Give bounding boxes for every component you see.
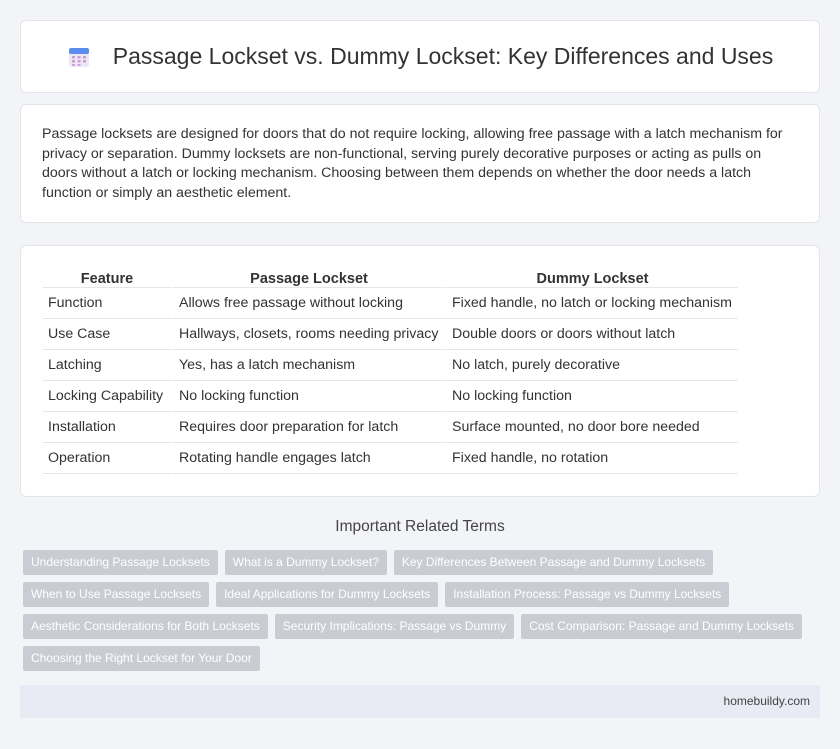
related-term-tag[interactable]: Cost Comparison: Passage and Dummy Locksets: [521, 614, 802, 639]
related-term-tag[interactable]: Installation Process: Passage vs Dummy Locksets: [445, 582, 729, 607]
related-term-tag[interactable]: Ideal Applications for Dummy Locksets: [216, 582, 438, 607]
table-cell: Function: [43, 288, 171, 319]
table-cell: Fixed handle, no latch or locking mechanism: [444, 288, 738, 319]
table-cell: Operation: [43, 443, 171, 474]
table-cell: No locking function: [171, 381, 444, 412]
table-cell: Latching: [43, 350, 171, 381]
table-row: [43, 443, 738, 474]
table-cell: Locking Capability: [43, 381, 171, 412]
table-row: [43, 288, 738, 319]
related-term-tag[interactable]: Security Implications: Passage vs Dummy: [275, 614, 514, 639]
related-term-tag[interactable]: Aesthetic Considerations for Both Locksets: [23, 614, 268, 639]
table-row: [43, 350, 738, 381]
comparison-card: [20, 245, 820, 497]
intro-text: Passage locksets are designed for doors that do not require locking, allowing free passage with a latch mechanism for privacy or separation. Dummy locksets are non-functional, serving purely decorative purposes or acting as pulls on doors without a latch or locking mechanism. Choosing between them depends on whether the door needs a latch function or simply an aesthetic element.: [42, 126, 783, 201]
table-cell: Rotating handle engages latch: [171, 443, 444, 474]
intro-card: [20, 104, 820, 223]
table-cell: No locking function: [444, 381, 738, 412]
table-row: [43, 381, 738, 412]
table-cell: Use Case: [43, 319, 171, 350]
related-terms-list: [23, 550, 823, 678]
related-term-tag[interactable]: What is a Dummy Lockset?: [225, 550, 387, 575]
footer-site[interactable]: homebuildy.com: [723, 694, 810, 708]
table-cell: Installation: [43, 412, 171, 443]
calendar-icon: [67, 45, 91, 69]
table-header-row: [43, 266, 738, 288]
column-header-feature: Feature: [43, 266, 171, 288]
column-header-passage: Passage Lockset: [171, 266, 444, 288]
footer: [20, 685, 820, 718]
table-cell: Allows free passage without locking: [171, 288, 444, 319]
related-term-tag[interactable]: Choosing the Right Lockset for Your Door: [23, 646, 260, 671]
table-cell: No latch, purely decorative: [444, 350, 738, 381]
table-cell: Surface mounted, no door bore needed: [444, 412, 738, 443]
related-term-tag[interactable]: When to Use Passage Locksets: [23, 582, 209, 607]
table-row: [43, 319, 738, 350]
table-cell: Fixed handle, no rotation: [444, 443, 738, 474]
comparison-table: [43, 266, 738, 474]
table-cell: Double doors or doors without latch: [444, 319, 738, 350]
related-term-tag[interactable]: Key Differences Between Passage and Dummy Locksets: [394, 550, 713, 575]
related-term-tag[interactable]: Understanding Passage Locksets: [23, 550, 218, 575]
related-terms-heading: Important Related Terms: [335, 518, 505, 535]
page-title: Passage Lockset vs. Dummy Lockset: Key Differences and Uses: [112, 43, 774, 69]
table-cell: Yes, has a latch mechanism: [171, 350, 444, 381]
table-cell: Requires door preparation for latch: [171, 412, 444, 443]
table-cell: Hallways, closets, rooms needing privacy: [171, 319, 444, 350]
title-card: [20, 20, 820, 93]
table-row: [43, 412, 738, 443]
column-header-dummy: Dummy Lockset: [444, 266, 738, 288]
